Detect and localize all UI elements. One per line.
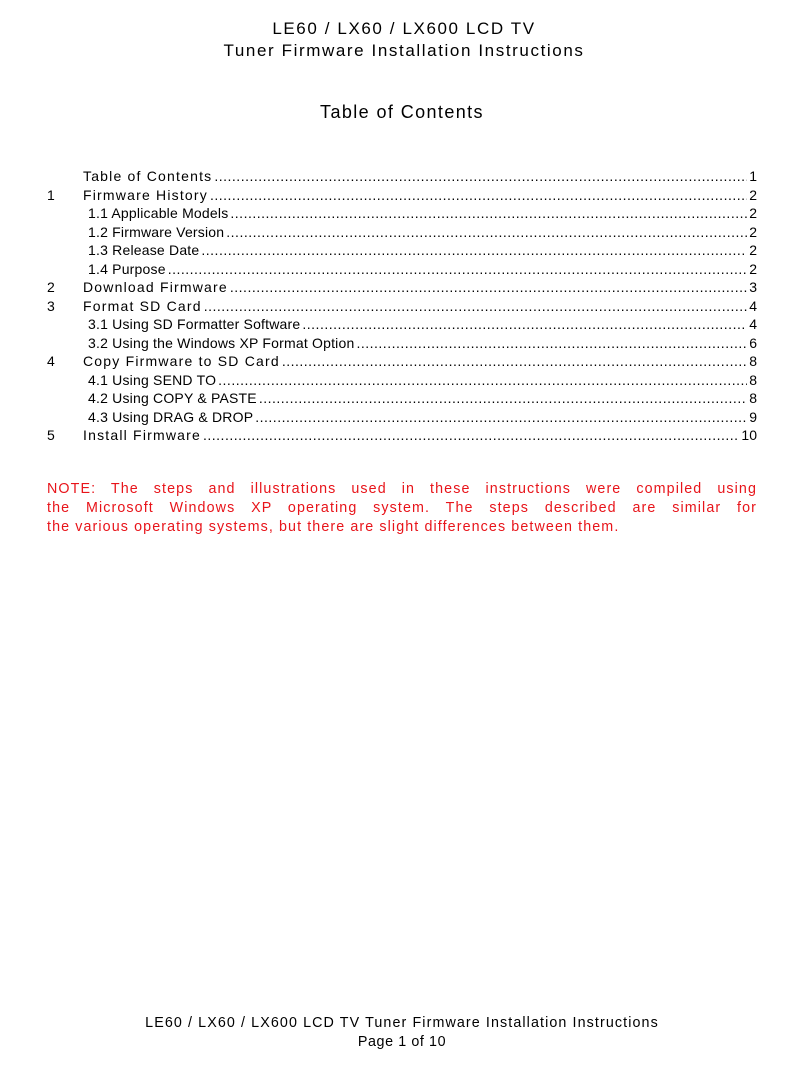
toc-entry[interactable]	[47, 334, 757, 353]
footer-title: LE60 / LX60 / LX600 LCD TV Tuner Firmware Installation Instructions	[145, 1015, 659, 1031]
toc-entry-page: 2	[749, 205, 757, 221]
note-line: the various operating systems, but there are slight differences between them.	[47, 519, 620, 535]
toc-entry-number: 3	[47, 297, 55, 314]
toc-entry-label: 3.1 Using SD Formatter Software	[88, 316, 301, 332]
toc-entry[interactable]	[47, 315, 757, 334]
toc-leader-dots	[230, 278, 747, 297]
toc-entry-page: 3	[749, 279, 757, 295]
toc-entry-label: 4.2 Using COPY & PASTE	[88, 390, 257, 406]
toc-entry-label: Table of Contents	[83, 168, 213, 184]
toc-entry-page: 8	[749, 353, 757, 369]
toc-entry[interactable]	[47, 223, 757, 242]
toc-entry-page: 2	[749, 242, 757, 258]
os-note	[47, 480, 757, 537]
toc-entry[interactable]	[47, 260, 757, 279]
toc-entry-page: 6	[749, 334, 757, 351]
toc-entry[interactable]	[47, 297, 757, 316]
toc-entry-label: 1.3 Release Date	[88, 242, 200, 258]
toc-entry-label: 1.4 Purpose	[88, 260, 166, 277]
toc-entry[interactable]	[47, 352, 757, 371]
note-line: the Microsoft Windows XP operating system. The steps described are similar for	[47, 500, 757, 516]
toc-entry-page: 4	[749, 297, 757, 314]
toc-entry[interactable]	[47, 371, 757, 390]
toc-leader-dots	[356, 334, 747, 353]
toc-entry[interactable]	[47, 426, 757, 445]
toc-leader-dots	[201, 241, 747, 260]
toc-entry-label: Copy Firmware to SD Card	[83, 353, 280, 369]
table-of-contents	[47, 167, 757, 445]
toc-leader-dots	[203, 426, 739, 445]
toc-entry-label: 1.2 Firmware Version	[88, 223, 225, 240]
toc-leader-dots	[259, 389, 747, 408]
toc-entry-label: Install Firmware	[83, 427, 201, 443]
toc-entry-number: 1	[47, 186, 55, 203]
toc-leader-dots	[204, 297, 747, 316]
toc-entry-label: 1.1 Applicable Models	[88, 205, 229, 221]
toc-entry-label: Format SD Card	[83, 297, 202, 314]
toc-leader-dots	[282, 352, 747, 371]
toc-entry-label: 3.2 Using the Windows XP Format Option	[88, 334, 355, 351]
toc-entry[interactable]	[47, 204, 757, 223]
toc-entry-page: 2	[749, 223, 757, 240]
toc-entry-number: 2	[47, 279, 55, 295]
toc-entry[interactable]	[47, 167, 757, 186]
toc-entry[interactable]	[47, 389, 757, 408]
toc-entry-page: 4	[749, 316, 757, 332]
document-title-line2: Tuner Firmware Installation Instructions	[223, 41, 585, 60]
toc-entry-label: 4.3 Using DRAG & DROP	[88, 408, 254, 425]
toc-entry-page: 2	[749, 260, 757, 277]
toc-entry-label: 4.1 Using SEND TO	[88, 371, 217, 388]
toc-entry-page: 2	[749, 186, 757, 203]
toc-entry[interactable]	[47, 408, 757, 427]
toc-entry[interactable]	[47, 241, 757, 260]
toc-entry-page: 8	[749, 371, 757, 388]
toc-leader-dots	[168, 260, 748, 279]
toc-entry-number: 5	[47, 427, 55, 443]
page-indicator: Page 1 of 10	[357, 1034, 447, 1050]
toc-leader-dots	[302, 315, 747, 334]
toc-leader-dots	[214, 167, 747, 186]
toc-entry-label: Firmware History	[83, 186, 208, 203]
toc-leader-dots	[255, 408, 747, 427]
note-line: NOTE: The steps and illustrations used in these instructions were compiled using	[47, 481, 757, 497]
toc-entry-page: 10	[741, 427, 757, 443]
toc-entry-number: 4	[47, 353, 55, 369]
document-title-line1: LE60 / LX60 / LX600 LCD TV	[272, 19, 536, 38]
toc-leader-dots	[226, 223, 747, 242]
toc-leader-dots	[210, 186, 747, 205]
toc-entry-page: 1	[749, 168, 757, 184]
toc-leader-dots	[230, 204, 747, 223]
toc-heading: Table of Contents	[320, 102, 484, 122]
toc-entry-page: 8	[749, 390, 757, 406]
toc-entry[interactable]	[47, 278, 757, 297]
toc-entry-label: Download Firmware	[83, 279, 228, 295]
toc-entry[interactable]	[47, 186, 757, 205]
toc-entry-page: 9	[749, 408, 757, 425]
toc-leader-dots	[218, 371, 747, 390]
